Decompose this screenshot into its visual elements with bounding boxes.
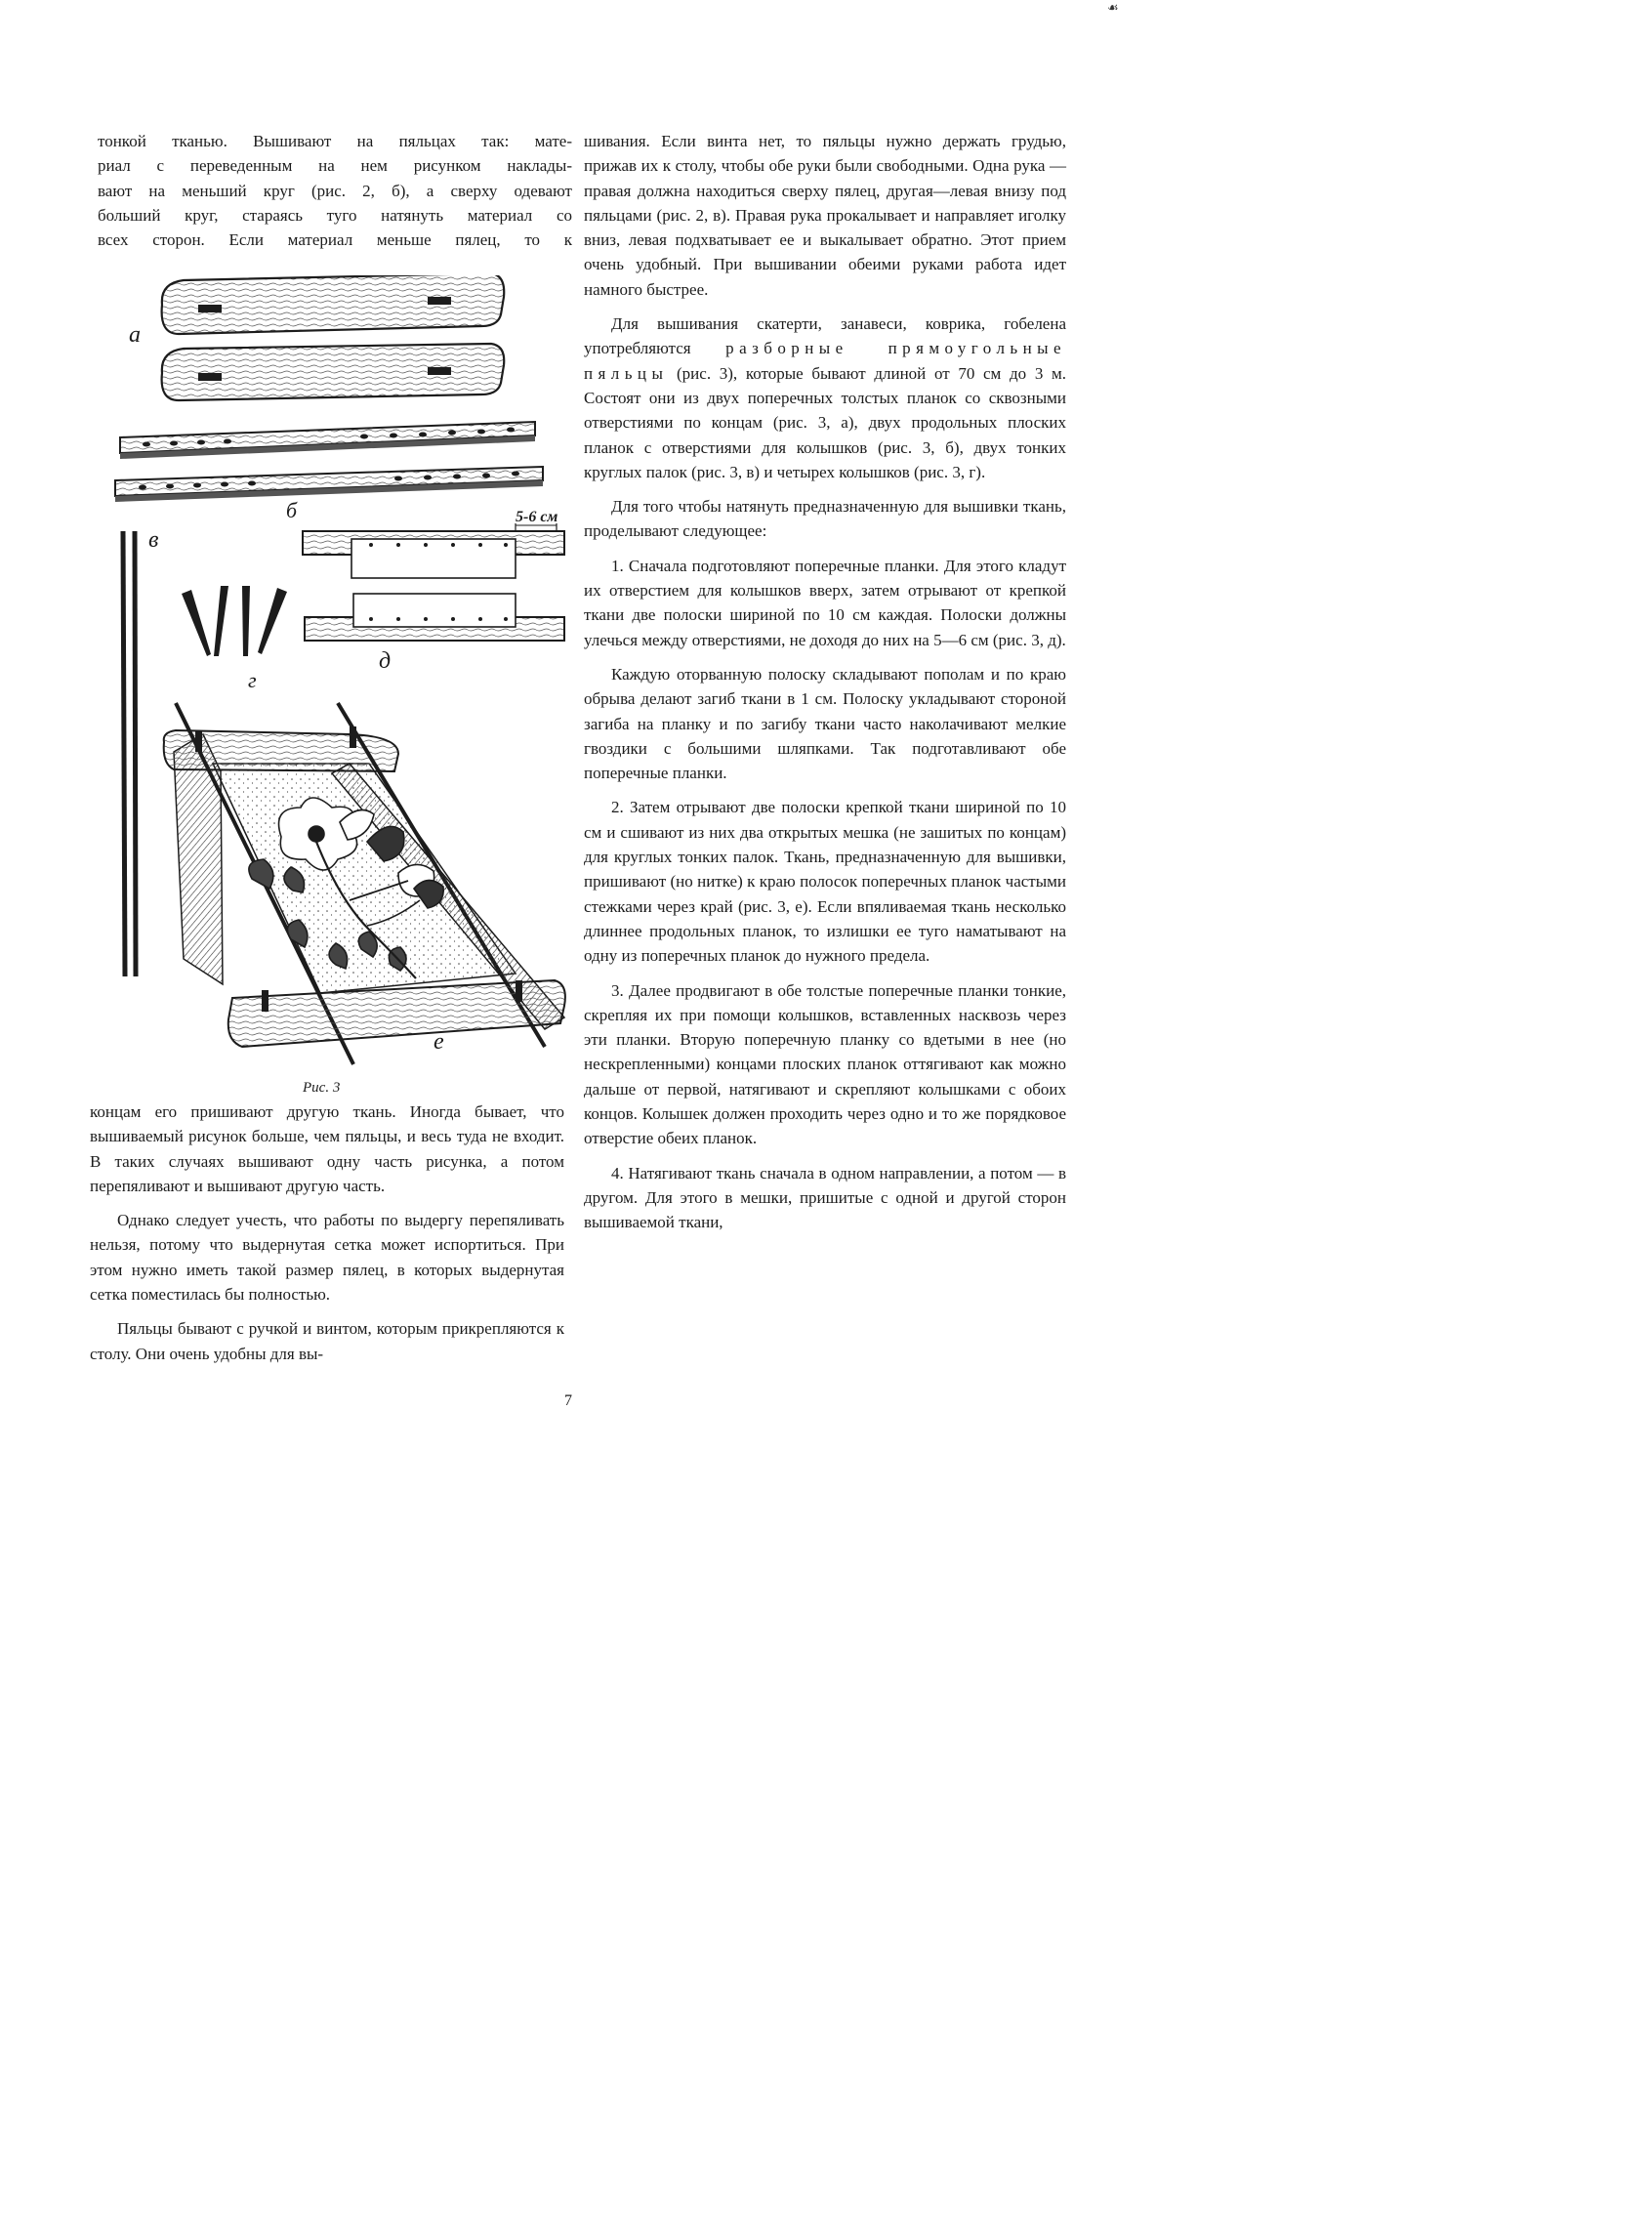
part-g-pegs [182, 586, 287, 692]
part-v-round-rods [123, 527, 158, 976]
paragraph-end: (рис. 3), которые бывают длиной от 70 см до 3 м. Состоят они из двух поперечных толстых планок со сквозными отверстиями по концам (рис. 3, а), двух продольных плоских планок с отверстиями для колышков (рис. 3, б), двух тонких круглых палок (рис. 3, в) и четырех колышков (рис. 3, г). [584, 363, 1067, 481]
part-e-assembled-frame [164, 703, 565, 1064]
figure-label-v: в [148, 527, 159, 553]
figure-label-dim: 5-6 см [516, 509, 558, 525]
spaced-term: разборные прямоугольные пяльцы [584, 339, 1066, 383]
paragraph: 4. Натягивают ткань сначала в одном направлении, а потом — в другом. Для этого в мешки, пришитые с одной и другой сторон вышиваемой ткани, [584, 1163, 1066, 1232]
text-line: тонкой тканью. Вышивают на пяльцах так: мате- [98, 132, 572, 150]
figure-label-g: г [248, 668, 257, 692]
corner-mark: ☙ [1107, 0, 1119, 15]
part-b-flat-bars [115, 422, 543, 522]
text-line: больший круг, стараясь туго натянуть материал со [98, 205, 572, 225]
paragraph: 2. Затем отрывают две полоски крепкой ткани шириной по 10 см и сшивают из них два открытых мешка (не зашитых по концам) для круглых тонких палок. Ткань, предназначенную для вышивки, пришивают (но нитке) к краю полосок поперечных планок частыми стежками через край (рис. 3, е). Если впяливаемая ткань несколько длиннее продольных планок, то излишки ее туго наматывают на одну из поперечных планок до нужного предела. [584, 798, 1066, 966]
paragraph-start: Для вышивания скатерти, занавеси, коврика, гобелена употребляются [584, 314, 1066, 358]
figure-label-a: а [129, 322, 141, 348]
left-column-bottom-text [90, 1099, 564, 1366]
right-column-text [584, 129, 1066, 1234]
paragraph: Однако следует учесть, что работы по выдергу перепяливать нельзя, потому что выдернутая сетка может испортиться. При этом нужно иметь такой размер пялец, в которых выдернутая сетка поместилась бы полностью. [90, 1211, 564, 1305]
paragraph: шивания. Если винта нет, то пяльцы нужно держать грудью, прижав их к столу, чтобы обе руки были свободными. Одна рука — правая должна находиться сверху пялец, другая—левая внизу под пяльцами (рис. 2, в). Правая рука прокалывает и направляет иголку вниз, левая подхватывает ее и выкалывает обратно. Этот прием очень удобный. При вышивании обеими руками работа идет намного быстрее. [584, 132, 1066, 299]
figure-label-e: е [434, 1029, 444, 1055]
figure-label-b: б [286, 498, 298, 522]
text-line: вают на меньший круг (рис. 2, б), а сверху одевают [98, 181, 572, 200]
text-line: всех сторон. Если материал меньше пялец, то к [98, 230, 572, 250]
paragraph: 1. Сначала подготовляют поперечные планки. Для этого кладут их отверстием для колышков вверх, затем отрывают от крепкой ткани две полоски шириной по 10 см каждая. Полоски должны улечься между отверстиями, не доходя до них на 5—6 см (рис. 3, д). [584, 556, 1066, 649]
figure-label-d: д [379, 648, 392, 674]
paragraph: 3. Далее продвигают в обе толстые поперечные планки тонкие, скрепляя их при помощи колышков, вставленных насквозь через эти планки. Вторую поперечную планку со вдетыми в нее (но нескрепленными) концами плоских планок оттягивают как можно дальше от первой, натягивают и скрепляют колышками с обоих концов. Колышек должен проходить через одно и то же порядковое отверстие обеих планок. [584, 980, 1066, 1148]
paragraph: Для того чтобы натянуть предназначенную для вышивки ткань, проделывают следующее: [584, 497, 1066, 541]
text-line: риал с переведенным на нем рисунком наклады- [98, 156, 572, 176]
paragraph: Пяльцы бывают с ручкой и винтом, которым прикрепляются к столу. Они очень удобны для вы- [90, 1319, 564, 1363]
figure-caption: Рис. 3 [303, 1080, 341, 1094]
paragraph [584, 311, 1066, 484]
part-a-thick-crossbars [129, 275, 504, 400]
paragraph: концам его пришивают другую ткань. Иногда бывает, что вышиваемый рисунок больше, чем пяльцы, и весь туда не входит. В таких случаях вышивают одну часть рисунка, а потом перепяливают и вышивают другую часть. [90, 1102, 564, 1195]
part-d-prepared-crossbars [303, 509, 564, 674]
left-column-top-text [98, 129, 572, 252]
figure-embroidery-frame [105, 275, 582, 1094]
page-number: 7 [564, 1392, 572, 1409]
paragraph: Каждую оторванную полоску складывают пополам и по краю обрыва делают загиб ткани в 1 см. Полоску укладывают стороной загиба на планку и по загибу ткани часто наколачивают мелкие гвоздики с большими шляпками. Так подготавливают обе поперечные планки. [584, 664, 1066, 783]
